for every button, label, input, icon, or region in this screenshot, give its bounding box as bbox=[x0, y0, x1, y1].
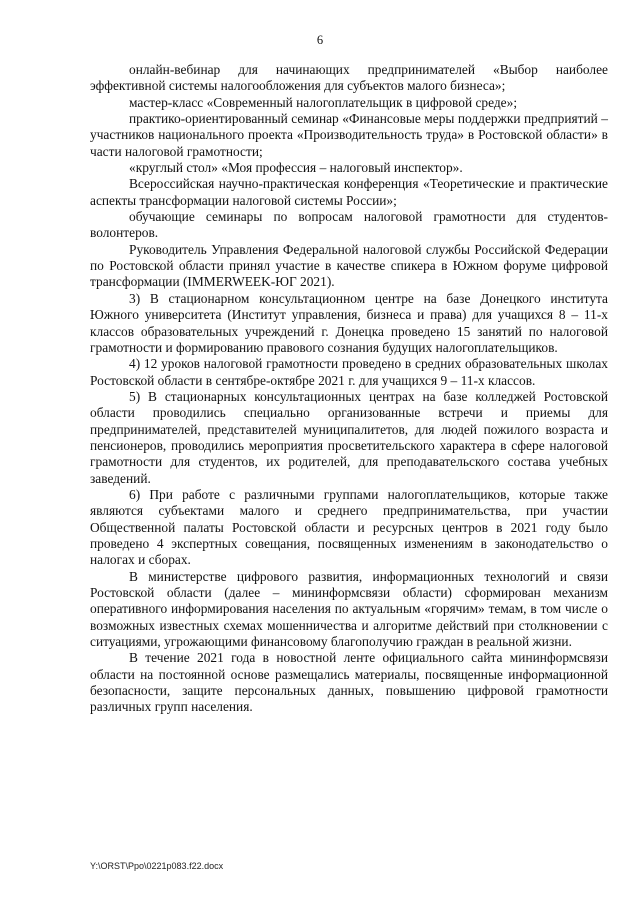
page-number: 6 bbox=[316, 33, 324, 47]
paragraph-item-5: 5) В стационарных консультационных центрах на базе колледжей Ростовской области проводились специально организованные встречи и приемы для предпринимателей, представителей муниципалитетов, для людей пожилого возраста и пенсионеров, проводились мероприятия просветительского характера в сфере налоговой грамотности для студентов, их родителей, для преподавательского состава учебных заведений. bbox=[90, 388, 608, 486]
paragraph-master-class: мастер-класс «Современный налогоплательщик в цифровой среде»; bbox=[129, 94, 518, 110]
paragraph-item-6: 6) При работе с различными группами налогоплательщиков, которые также являются субъектами малого и среднего предпринимательства, при участии Общественной палаты Ростовской области и ресурсных центров в 2021 году было проведено 4 экспертных совещания, посвященных изменениям в законодательство о налогах и сборах. bbox=[90, 486, 608, 568]
paragraph-item-3: 3) В стационарном консультационном центре на базе Донецкого института Южного университета (Институт управления, бизнеса и права) для учащихся 8 – 11-х классов образовательных учреждений г. Донецка проведено 15 занятий по налоговой грамотности и формированию правового сознания будущих налогоплательщиков. bbox=[90, 290, 608, 355]
document-body bbox=[90, 62, 608, 716]
footer-file-path: Y:\ORST\Ppo\0221p083.f22.docx bbox=[90, 861, 224, 871]
paragraph-volunteer-seminars: обучающие семинары по вопросам налоговой грамотности для студентов-волонтеров. bbox=[90, 209, 608, 241]
paragraph-news-feed: В течение 2021 года в новостной ленте официального сайта мининформсвязи области на постоянной основе размещались материалы, посвященные информационной безопасности, защите персональных данных, повышению цифровой грамотности различных групп населения. bbox=[90, 650, 608, 715]
paragraph-item-4: 4) 12 уроков налоговой грамотности проведено в средних образовательных школах Ростовской области в сентябре-октябре 2021 г. для учащихся 9 – 11-х классов. bbox=[90, 356, 608, 388]
paragraph-conference: Всероссийская научно-практическая конференция «Теоретические и практические аспекты трансформации налоговой системы России»; bbox=[90, 176, 608, 208]
paragraph-ministry: В министерстве цифрового развития, информационных технологий и связи Ростовской области (далее – мининформсвязи области) сформирован механизм оперативного информирования населения по актуальным «горячим» темам, в том числе о возможных известных схемах мошенничества и алгоритме действий при столкновении с ситуациями, угрожающими финансовому благополучию граждан в реальной жизни. bbox=[90, 568, 608, 650]
paragraph-forum: Руководитель Управления Федеральной налоговой службы Российской Федерации по Ростовской области принял участие в качестве спикера в Южном форуме цифровой трансформации (IMMERWEEK-ЮГ 2021). bbox=[90, 241, 608, 290]
paragraph-round-table: «круглый стол» «Моя профессия – налоговый инспектор». bbox=[129, 160, 463, 176]
paragraph-seminar: практико-ориентированный семинар «Финансовые меры поддержки предприятий – участников национального проекта «Производительность труда» в Ростовской области» в части налоговой грамотности; bbox=[90, 111, 608, 159]
paragraph-webinar: онлайн-вебинар для начинающих предпринимателей «Выбор наиболее эффективной системы налогообложения для субъектов малого бизнеса»; bbox=[90, 62, 608, 94]
